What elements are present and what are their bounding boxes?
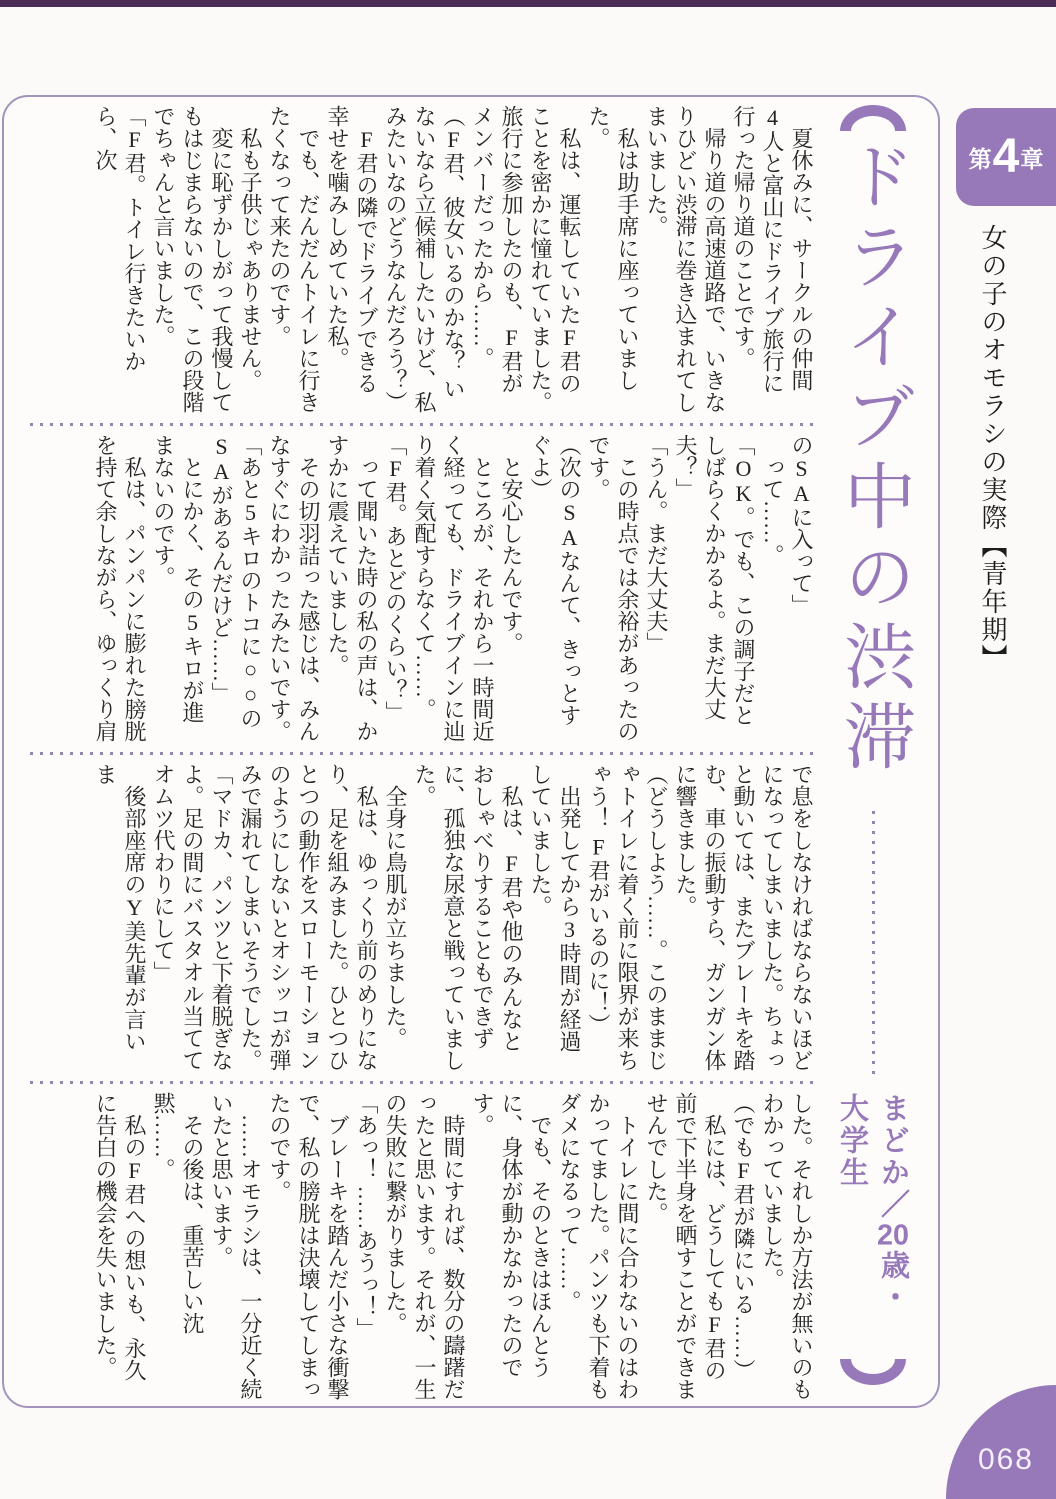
story-paragraph: 「あと5キロのトコに○○のSAがあるんだけど……」 (209, 434, 263, 729)
top-accent-bar (0, 0, 1056, 7)
story-band-3 (28, 763, 816, 1073)
story-paragraph: って聞いた時の私の声は、かすかに震えていました。 (325, 434, 379, 742)
chapter-badge-prefix: 第 (968, 145, 992, 172)
attribution: まどか／20歳・大学生 (836, 1093, 909, 1314)
story-paragraph: 「F君。トイレ行きたいから、次 (93, 105, 147, 372)
story-paragraph: でも、そのときはほんとうに、身体が動かなかったのです。 (470, 1092, 553, 1378)
story-text (28, 105, 816, 1402)
story-paragraph: 私は助手席に座っていました。 (586, 105, 640, 391)
story-paragraph: 私は、パンパンに膨れた膀胱を持て余しながら、ゆっくり肩 (93, 434, 147, 742)
content-panel (2, 95, 940, 1408)
story-paragraph: で息をしなければならないほどになってしまいました。ちょっと動いては、またブレーキを踏む、車の振動すら、ガンガン体に響きました。 (673, 763, 814, 1071)
story-paragraph: 私は、ゆっくり前のめりになり、足を組みました。ひとつひとつの動作をスローモーションのようにしないとオシッコが弾みで漏れてしまいそうでした。 (238, 763, 379, 1071)
page-number: 068 (977, 1443, 1034, 1476)
story-paragraph: 後部座席のY美先輩が言いま (93, 763, 147, 1052)
story-paragraph: 帰り道の高速道路で、いきなりひどい渋滞に巻き込まれてしまいました。 (644, 105, 727, 413)
story-paragraph: 時間にすれば、数分の躊躇だったと思います。それが、一生の失敗に繋がりました。 (383, 1092, 466, 1400)
story-paragraph: この時点では余裕があったのです。 (586, 434, 640, 742)
title-bracket-close-icon (840, 1359, 906, 1385)
story-paragraph: でも、だんだんトイレに行きたくなって来たのです。 (267, 105, 321, 413)
story-paragraph: 私には、どうしてもF君の前で下半身を晒すことができませんでした。 (644, 1092, 727, 1400)
story-paragraph: F君の隣でドライブできる幸せを噛みしめていた私。 (325, 105, 379, 394)
story-paragraph: 私は、運転していたF君のことを密かに憧れていました。旅行に参加したのも、F君がメンバーだったから……。 (470, 105, 582, 413)
story-band-1 (28, 105, 816, 415)
chapter-badge (956, 108, 1056, 206)
dotted-separator (30, 423, 814, 426)
dotted-separator (30, 1081, 814, 1084)
story-paragraph: ……オモラシは、一分近く続いたと思います。 (209, 1092, 263, 1400)
story-paragraph: した。それしか方法が無いのもわかっていました。 (760, 1092, 814, 1400)
story-paragraph: とにかく、その5キロが進まないのです。 (151, 434, 205, 723)
story-paragraph: （どうしよう……。このままじゃトイレに着く前に限界が来ちゃう！ F君がいるのに！） (586, 763, 669, 1071)
chapter-badge-number: 4 (992, 130, 1020, 183)
article-title: ドライブ中の渋滞 (833, 139, 913, 779)
story-paragraph: （次のSAなんて、きっとすぐよ） (528, 434, 582, 726)
story-paragraph: と安心したんです。 (499, 456, 524, 654)
title-bracket-open-icon (840, 105, 906, 131)
story-paragraph: （F君、彼女いるのかな？ いないなら立候補したいけど、私みたいなのどうなんだろう？） (383, 105, 466, 413)
story-band-2 (28, 434, 816, 744)
story-paragraph: って……。 (760, 456, 785, 566)
page-number-blob (946, 1385, 1056, 1499)
story-paragraph: 「OK。でも、この調子だとしばらくかかるよ。まだ大丈夫？」 (673, 434, 756, 726)
story-paragraph: 「うん。まだ大丈夫」 (644, 434, 669, 654)
title-dotted-line (872, 811, 875, 1079)
story-paragraph: 夏休みに、サークルの仲間4人と富山にドライブ旅行に行った帰り道のことです。 (731, 105, 814, 394)
chapter-badge-suffix: 章 (1020, 145, 1044, 172)
story-paragraph: のSAに入って」 (789, 434, 814, 616)
story-paragraph: トイレに間に合わないのはわかってました。パンツも下着もダメになるって……。 (557, 1092, 640, 1400)
story-paragraph: その後は、重苦しい沈黙……。 (151, 1092, 205, 1334)
story-paragraph: 「F君。あとどのくらい？」 (383, 434, 408, 723)
story-paragraph: 出発してから3時間が経過していました。 (528, 763, 582, 1052)
story-paragraph: 「マドカ、パンツと下着脱ぎなよ。足の間にバスタオル当ててオムツ代わりにして」 (151, 763, 234, 1071)
story-paragraph: 変に恥ずかしがって我慢してもはじまらないので、この段階でちゃんと言いました。 (151, 105, 234, 413)
article-title-block (820, 105, 926, 1399)
story-paragraph: 私は、F君や他のみんなとおしゃべりすることもできずに、孤独な尿意と戦っていました。 (412, 763, 524, 1071)
story-paragraph: ブレーキを踏んだ小さな衝撃で、私の膀胱は決壊してしまったのです。 (267, 1092, 350, 1400)
story-paragraph: 私も子供じゃありません。 (238, 127, 263, 391)
story-paragraph: 全身に鳥肌が立ちました。 (383, 785, 408, 1049)
story-paragraph: その切羽詰った感じは、みんなすぐにわかったみたいです。 (267, 434, 321, 742)
story-paragraph: 「あっ！ ……あうっ！」 (354, 1092, 379, 1340)
chapter-title: 女の子のオモラシの実際【青年期】 (978, 224, 1008, 672)
story-paragraph: （でもF君が隣にいる……） (731, 1092, 756, 1381)
story-band-4 (28, 1092, 816, 1402)
story-paragraph: ところが、それから一時間近く経っても、ドライブインに辿り着く気配すらなくて……。 (412, 434, 495, 742)
story-paragraph: 私のF君への想いも、永久に告白の機会を失いました。 (93, 1092, 147, 1381)
dotted-separator (30, 752, 814, 755)
